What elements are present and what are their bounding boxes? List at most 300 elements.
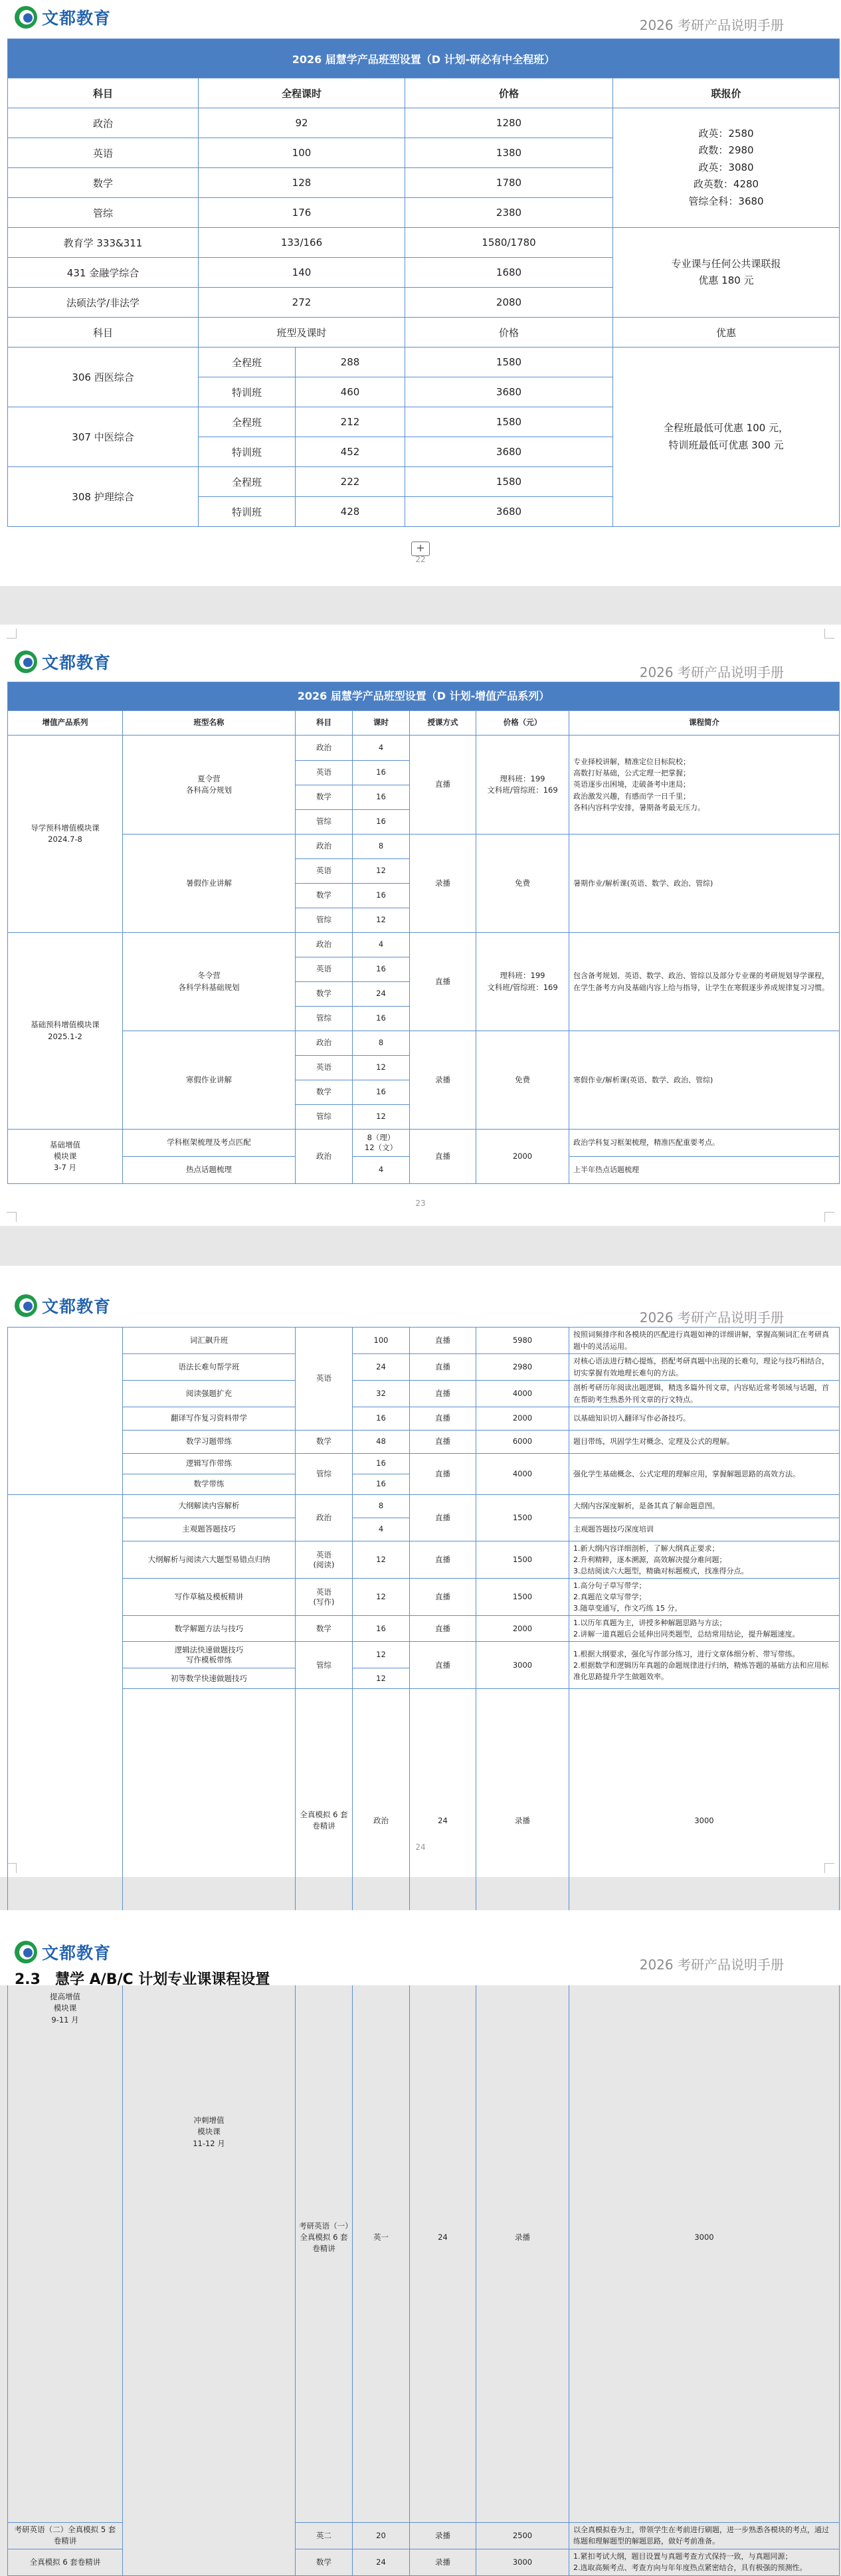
hours-cell: 48: [353, 1431, 410, 1454]
price-cell: 3000: [476, 1642, 569, 1689]
price-cell: 2500: [476, 2522, 569, 2549]
intro-cell: 大纲内容深度解析，是备其真了解命题意图。: [569, 1495, 840, 1518]
logo-text: 文都教育: [42, 1297, 112, 1316]
class-name-cell: 主观题答题技巧: [123, 1518, 296, 1541]
discount-line: 专业课与任何公共课联报: [671, 257, 781, 270]
class-type-cell: 特训班: [199, 497, 296, 527]
hours-cell: 8: [353, 835, 410, 859]
class-line: 冬令营: [197, 971, 221, 981]
corner-mark: [7, 1212, 17, 1222]
subject-cell: 数学: [296, 785, 353, 810]
table-row: [8, 228, 840, 258]
table-row: [8, 347, 840, 377]
mode-cell: 直播: [410, 1381, 476, 1407]
subject-cell: 数学: [296, 1080, 353, 1105]
intro-line: 2.真题范文草写带学；: [573, 1593, 646, 1602]
table-row: [8, 1031, 840, 1056]
mode-cell: 直播: [410, 1495, 476, 1541]
intro-line: 1.紧扣考试大纲，题目设置与真题考查方式保持一致，与真题同源；: [573, 2552, 793, 2561]
subject-cell: 政治: [296, 736, 353, 761]
hours-cell: 92: [199, 108, 405, 138]
series-line: 模块课: [53, 1151, 77, 1161]
hours-cell: 12: [353, 1105, 410, 1130]
subject-cell: 英语: [296, 1328, 353, 1431]
price-cell: 1580/1780: [405, 228, 613, 258]
add-row-button[interactable]: +: [411, 542, 430, 556]
series-cell: [8, 933, 123, 1130]
class-name-cell: [123, 933, 296, 1031]
bundle-line: 政英：3080: [698, 161, 754, 173]
subject-cell: 英一: [353, 1953, 410, 2522]
intro-cell: 包含备考规划、英语、数学、政治、管综以及部分专业课的考研规划导学课程，在学生备考方向及基础内容上给与指导，让学生在寒假逐步养成规律复习习惯。: [569, 933, 840, 1031]
series-line: 基础预科增值模块课: [31, 1020, 100, 1030]
handbook-title: 2026 考研产品说明手册: [639, 664, 784, 680]
subject-cell: 数学: [296, 2549, 353, 2575]
discount-line: 特训班最低可优惠 300 元: [668, 439, 784, 451]
class-name-cell: [123, 736, 296, 835]
intro-line: 2.根据数学和逻辑历年真题的命题规律进行归纳，精炼答题的基础方法和应用标准化思路提升学生做题效率。: [573, 1660, 829, 1681]
price-cell: 1500: [476, 1579, 569, 1616]
mode-cell: 直播: [410, 1328, 476, 1354]
hours-cell: 24: [353, 2549, 410, 2575]
intro-cell: [569, 736, 840, 835]
series-line: 模块课: [53, 2003, 77, 2013]
col-header: 科目: [296, 711, 353, 736]
corner-mark: [824, 1863, 834, 1873]
price-cell: [476, 736, 569, 835]
subject-line: (写作): [313, 1597, 335, 1607]
subject-cell: [296, 1579, 353, 1616]
table-row: [8, 736, 840, 761]
class-line: 夏令营: [197, 773, 221, 783]
intro-line: 政治激发兴趣，有感而学一日千里；: [573, 791, 690, 801]
logo-text: 文都教育: [42, 1943, 112, 1963]
class-type-cell: 特训班: [199, 437, 296, 467]
hours-cell: 133/166: [199, 228, 405, 258]
hours-cell: 222: [296, 467, 405, 497]
col-header: 联报价: [613, 78, 840, 108]
subject-line: (阅读): [313, 1559, 335, 1569]
hours-cell: 140: [199, 258, 405, 288]
subject-line: 英语: [316, 1549, 331, 1559]
table-title: 2026 届慧学产品班型设置（D 计划-研必有中全程班）: [8, 39, 840, 78]
subject-cell: 管综: [8, 198, 199, 228]
intro-cell: 政治学科复习框架梳理，精准匹配重要考点。: [569, 1130, 840, 1157]
series-cell: [8, 1328, 123, 1495]
handbook-title: 2026 考研产品说明手册: [639, 17, 784, 33]
page-number: 23: [415, 1199, 426, 1208]
col-header: 课程简介: [569, 711, 840, 736]
subject-cell: 数学: [8, 168, 199, 198]
mode-cell: 直播: [410, 1579, 476, 1616]
table-row: [8, 1579, 840, 1616]
intro-line: 英语逐步出困境，走破备考中迷局；: [573, 780, 690, 789]
subject-cell: 政治: [296, 835, 353, 859]
mode-cell: 直播: [410, 1354, 476, 1381]
class-name-cell: 考研英语（二）全真模拟 5 套卷精讲: [8, 2522, 123, 2549]
intro-cell: 按照词频排序和各模块的匹配进行真题如神的详细讲解，掌握高频词汇在考研真题中的灵活运用。: [569, 1328, 840, 1354]
table-row: [8, 1616, 840, 1642]
hours-cell: 16: [353, 884, 410, 908]
bundle-price-cell: [613, 108, 840, 228]
class-name-cell: 暑假作业讲解: [123, 835, 296, 933]
subject-cell: 数学: [296, 1616, 353, 1642]
series-cell: [123, 1689, 296, 2575]
hours-cell: 24: [410, 1953, 476, 2522]
intro-cell: 以基础知识切入翻译写作必备技巧。: [569, 1407, 840, 1431]
wendu-logo: [15, 650, 111, 674]
hours-cell: 128: [199, 168, 405, 198]
subject-cell: 数学: [296, 1431, 353, 1454]
subject-cell: 英语: [8, 138, 199, 168]
class-name-cell: 阅读强题扩充: [123, 1381, 296, 1407]
mode-cell: 录播: [410, 2549, 476, 2575]
hours-cell: 12: [353, 908, 410, 933]
price-cell: 1680: [405, 258, 613, 288]
intro-line: 1.根据大纲要求，强化写作部分练习，进行文章体细分析、带写带练。: [573, 1649, 800, 1658]
corner-mark: [824, 1212, 834, 1222]
subject-cell: 管综: [296, 1642, 353, 1689]
hours-cell: 12: [353, 1579, 410, 1616]
corner-mark: [824, 629, 834, 639]
col-header: 优惠: [613, 318, 840, 347]
table-row: [8, 1495, 840, 1518]
intro-cell: 强化学生基础概念、公式定理的理解应用，掌握解题思路的高效方法。: [569, 1454, 840, 1495]
price-cell: 1280: [405, 108, 613, 138]
intro-cell: [569, 1579, 840, 1616]
price-cell: 2980: [476, 1354, 569, 1381]
class-name-cell: 考研英语（一）全真模拟 6 套卷精讲: [296, 1953, 353, 2522]
intro-cell: [569, 1616, 840, 1642]
price-cell: 6000: [476, 1431, 569, 1454]
intro-line: 2.讲解一道真题后会延伸出同类题型，总结常用结论，提升解题速度。: [573, 1630, 800, 1639]
class-name-cell: 大纲解读内容解析: [123, 1495, 296, 1518]
hours-cell: 272: [199, 288, 405, 318]
price-cell: 1500: [476, 1541, 569, 1579]
hours-cell: 16: [353, 785, 410, 810]
table-row: [8, 835, 840, 859]
hours-cell: 16: [353, 957, 410, 982]
full-course-table: [7, 39, 840, 527]
class-name-cell: 数学习题带练: [123, 1431, 296, 1454]
mode-cell: 录播: [476, 1689, 569, 1953]
section-title: 2.3 慧学 A/B/C 计划专业课课程设置: [15, 1971, 270, 1988]
table-row: [8, 1328, 840, 1354]
series-line: 导学预科增值模块课: [31, 823, 100, 833]
series-line: 9-11 月: [51, 2015, 79, 2025]
price-cell: 1500: [476, 1495, 569, 1541]
col-header: 课时: [353, 711, 410, 736]
hours-cell: 176: [199, 198, 405, 228]
mode-cell: 录播: [410, 2522, 476, 2549]
hours-cell: 16: [353, 1407, 410, 1431]
intro-cell: [569, 1541, 840, 1579]
handbook-title: 2026 考研产品说明手册: [639, 1957, 784, 1973]
logo-text: 文都教育: [42, 9, 112, 28]
table-row: [8, 1130, 840, 1157]
col-header: 科目: [8, 78, 199, 108]
mode-cell: 直播: [410, 1407, 476, 1431]
subject-cell: 英语: [296, 957, 353, 982]
intro-line: 专业择校讲解，精准定位目标院校；: [573, 757, 690, 767]
wendu-logo-icon: [15, 6, 37, 29]
sub-header-row: [8, 318, 840, 347]
price-cell: 2000: [476, 1616, 569, 1642]
class-name-cell: 数学解题方法与技巧: [123, 1616, 296, 1642]
price-cell: 2000: [476, 1407, 569, 1431]
class-name-cell: 翻译写作复习资料带学: [123, 1407, 296, 1431]
hours-cell: 16: [353, 1007, 410, 1031]
col-header: 价格（元）: [476, 711, 569, 736]
corner-mark: [7, 629, 17, 639]
price-line: 理科班：199: [500, 773, 545, 783]
intro-cell: 剖析考研历年阅读出题逻辑，精选多篇外刊文章，内容贴近常考领域与话题，首在帮助考生熟悉外刊文章的行文特点。: [569, 1381, 840, 1407]
hours-cell: 100: [199, 138, 405, 168]
class-type-cell: 全程班: [199, 407, 296, 437]
hours-cell: 452: [296, 437, 405, 467]
subject-cell: [296, 1541, 353, 1579]
intro-cell: 题目带练，巩固学生对概念、定理及公式的理解。: [569, 1431, 840, 1454]
corner-mark: [7, 1863, 17, 1873]
bundle-line: 政英数：4280: [693, 178, 759, 191]
subject-cell: 政治: [296, 1031, 353, 1056]
series-cell: [8, 1495, 123, 2523]
table-row: [8, 1407, 840, 1431]
subject-cell: 管综: [296, 1105, 353, 1130]
col-header: 科目: [8, 318, 199, 347]
intro-line: 1.以历年真题为主，讲授多种解题思路与方法；: [573, 1619, 727, 1628]
hours-cell: 20: [353, 2522, 410, 2549]
bundle-line: 政英：2580: [698, 127, 754, 140]
wendu-logo-icon: [15, 650, 37, 673]
price-cell: 1780: [405, 168, 613, 198]
hours-cell: 16: [353, 1454, 410, 1474]
mode-cell: 直播: [410, 1642, 476, 1689]
price-line: 理科班：199: [500, 971, 545, 981]
class-name-cell: 语法长难句帮学班: [123, 1354, 296, 1381]
discount-line: 全程班最低可优惠 100 元，: [663, 422, 789, 434]
table-row: [8, 1541, 840, 1579]
intro-line: 各科内容科学安排，暑期备考最无压力。: [573, 803, 705, 812]
price-cell: 4000: [476, 1381, 569, 1407]
bundle-line: 管综全科：3680: [688, 195, 764, 207]
class-name-cell: 数学带练: [123, 1474, 296, 1495]
hours-cell: 16: [353, 761, 410, 785]
hours-cell: 288: [296, 347, 405, 377]
hours-cell: [353, 1130, 410, 1157]
table-title: 2026 届慧学产品班型设置（D 计划-增值产品系列）: [8, 682, 840, 711]
hours-cell: 12: [353, 1642, 410, 1668]
class-type-cell: 全程班: [199, 347, 296, 377]
series-line: 冲刺增值: [193, 2116, 225, 2126]
class-name-cell: 寒假作业讲解: [123, 1031, 296, 1130]
price-cell: 1380: [405, 138, 613, 168]
hours-cell: 16: [353, 810, 410, 835]
col-header: 价格: [405, 318, 613, 347]
price-cell: [476, 933, 569, 1031]
price-cell: 2000: [476, 1130, 569, 1184]
price-cell: 免费: [476, 1031, 569, 1130]
hours-line: 12（文）: [364, 1143, 398, 1152]
price-cell: 1580: [405, 467, 613, 497]
mode-cell: 直播: [410, 1431, 476, 1454]
subject-cell: 法硕法学/非法学: [8, 288, 199, 318]
class-type-cell: 特训班: [199, 377, 296, 407]
series-line: 提高增值: [50, 1992, 80, 2002]
hours-cell: 16: [353, 1474, 410, 1495]
wendu-logo-icon: [15, 1941, 37, 1963]
wendu-logo: [15, 1294, 111, 1318]
subject-cell: 政治: [8, 108, 199, 138]
table-row: [8, 1454, 840, 1474]
table-row: [8, 1354, 840, 1381]
class-line: 逻辑法快速做题技巧: [174, 1644, 244, 1654]
col-header: 授课方式: [410, 711, 476, 736]
price-cell: 3000: [569, 1953, 840, 2522]
intro-line: 3.总结阅读六大题型，精确对标题模式，找准得分点。: [573, 1567, 749, 1576]
discount-cell: [613, 228, 840, 318]
hours-cell: 16: [353, 1080, 410, 1105]
series-cell: [8, 736, 123, 933]
class-line: 写作模板带练: [186, 1654, 232, 1664]
col-header: 班型及课时: [199, 318, 405, 347]
table-row: [8, 1431, 840, 1454]
intro-cell: 主观题答题技巧深度培训: [569, 1518, 840, 1541]
subject-cell: 英语: [296, 859, 353, 884]
class-type-cell: 全程班: [199, 467, 296, 497]
class-line: 各科高分规划: [186, 785, 232, 795]
intro-line: 3.随草变通写，作文巧练 15 分。: [573, 1604, 682, 1613]
wendu-logo-icon: [15, 1294, 37, 1317]
hours-cell: 212: [296, 407, 405, 437]
price-line: 文科班/管综班：169: [487, 785, 558, 795]
intro-cell: 以全真模拟卷为主，带领学生在考前进行刷题，进一步熟悉各模块的考点，通过练题和理解题型的解题思路，做好考前准备。: [569, 2522, 840, 2549]
class-name-cell: 逻辑写作带练: [123, 1454, 296, 1474]
hours-cell: 12: [353, 1056, 410, 1080]
document-page-22: [0, 0, 841, 586]
hours-cell: 4: [353, 1518, 410, 1541]
discount-line: 优惠 180 元: [698, 274, 754, 286]
hours-cell: 32: [353, 1381, 410, 1407]
price-cell: 1580: [405, 407, 613, 437]
logo-text: 文都教育: [42, 653, 112, 672]
intro-cell: [569, 2549, 840, 2575]
price-cell: 1580: [405, 347, 613, 377]
col-header: 全程课时: [199, 78, 405, 108]
hours-cell: 24: [410, 1689, 476, 1953]
hours-cell: 8: [353, 1495, 410, 1518]
col-header: 增值产品系列: [8, 711, 123, 736]
subject-line: 英语: [316, 1587, 331, 1597]
class-name-cell: 词汇飙升班: [123, 1328, 296, 1354]
table-row: [8, 1381, 840, 1407]
bundle-line: 政数：2980: [698, 144, 754, 157]
class-line: 各科学科基础规划: [178, 982, 240, 992]
page-number: 22: [415, 555, 426, 564]
price-cell: 2080: [405, 288, 613, 318]
handbook-title: 2026 考研产品说明手册: [639, 1310, 784, 1326]
subject-cell: 政治: [353, 1689, 410, 1953]
price-cell: 免费: [476, 835, 569, 933]
subject-cell: 英二: [296, 2522, 353, 2549]
class-name-cell: 学科框架梳理及考点匹配: [123, 1130, 296, 1157]
intro-line: 1.高分句子草写带学；: [573, 1581, 646, 1591]
series-line: 11-12 月: [193, 2138, 225, 2148]
price-cell: 4000: [476, 1454, 569, 1495]
subject-cell: 教育学 333&311: [8, 228, 199, 258]
subject-cell: 管综: [296, 1454, 353, 1495]
class-name-cell: 全真模拟 6 套卷精讲: [296, 1689, 353, 1953]
col-header: 班型名称: [123, 711, 296, 736]
intro-cell: 寒假作业/解析课(英语、数学、政治、管综): [569, 1031, 840, 1130]
intro-line: 2.选取高频考点、考查方向与年年度热点紧密结合，具有极强的预测性。: [573, 2563, 807, 2573]
table-row: [8, 1642, 840, 1668]
value-product-table: [7, 682, 840, 1184]
subject-cell: 管综: [296, 1007, 353, 1031]
subject-cell: 政治: [296, 933, 353, 957]
subject-cell: 数学: [296, 884, 353, 908]
hours-cell: 12: [353, 1541, 410, 1579]
mode-cell: 录播: [410, 1031, 476, 1130]
subject-cell: 管综: [296, 810, 353, 835]
series-cell: [8, 1130, 123, 1184]
hours-cell: 100: [353, 1328, 410, 1354]
hours-line: 8（理）: [367, 1133, 395, 1143]
mode-cell: 直播: [410, 1130, 476, 1184]
subject-cell: 306 西医综合: [8, 347, 199, 407]
medical-discount-cell: [613, 347, 840, 527]
series-line: 3-7 月: [54, 1163, 76, 1173]
class-name-cell: 写作草稿及模板精讲: [123, 1579, 296, 1616]
hours-cell: 460: [296, 377, 405, 407]
hours-cell: 4: [353, 1157, 410, 1184]
subject-cell: 英语: [296, 761, 353, 785]
subject-cell: 307 中医综合: [8, 407, 199, 467]
price-cell: 3680: [405, 377, 613, 407]
mode-cell: 录播: [476, 1953, 569, 2522]
intro-line: 高数打好基础，公式定理一把掌握；: [573, 769, 690, 778]
document-page-23: [0, 625, 841, 1226]
table-row: [8, 933, 840, 957]
mode-cell: 直播: [410, 1541, 476, 1579]
series-line: 基础增值: [50, 1139, 80, 1149]
subject-cell: 431 金融学综合: [8, 258, 199, 288]
intro-cell: 暑期作业/解析课(英语、数学、政治、管综): [569, 835, 840, 933]
hours-cell: 12: [353, 1668, 410, 1689]
intro-cell: 上半年热点话题梳理: [569, 1157, 840, 1184]
price-cell: 3680: [405, 497, 613, 527]
wendu-logo: [15, 1940, 111, 1964]
price-line: 文科班/管综班：169: [487, 982, 558, 992]
class-name-cell: 热点话题梳理: [123, 1157, 296, 1184]
mode-cell: 直播: [410, 933, 476, 1031]
price-cell: 5980: [476, 1328, 569, 1354]
subject-cell: 管综: [296, 908, 353, 933]
hours-cell: 428: [296, 497, 405, 527]
price-cell: 3680: [405, 437, 613, 467]
subject-cell: 政治: [296, 1495, 353, 1541]
hours-cell: 24: [353, 982, 410, 1007]
subject-cell: 308 护理综合: [8, 467, 199, 527]
intro-cell: [569, 1642, 840, 1689]
price-cell: 3000: [569, 1689, 840, 1953]
hours-cell: 4: [353, 736, 410, 761]
class-name-cell: 大纲解析与阅读六大题型易错点归纳: [123, 1541, 296, 1579]
price-cell: 3000: [476, 2549, 569, 2575]
table-row: [8, 108, 840, 138]
hours-cell: 4: [353, 933, 410, 957]
intro-line: 2.升利精粹，逐本溯源，高效解决提分难问题；: [573, 1555, 727, 1565]
